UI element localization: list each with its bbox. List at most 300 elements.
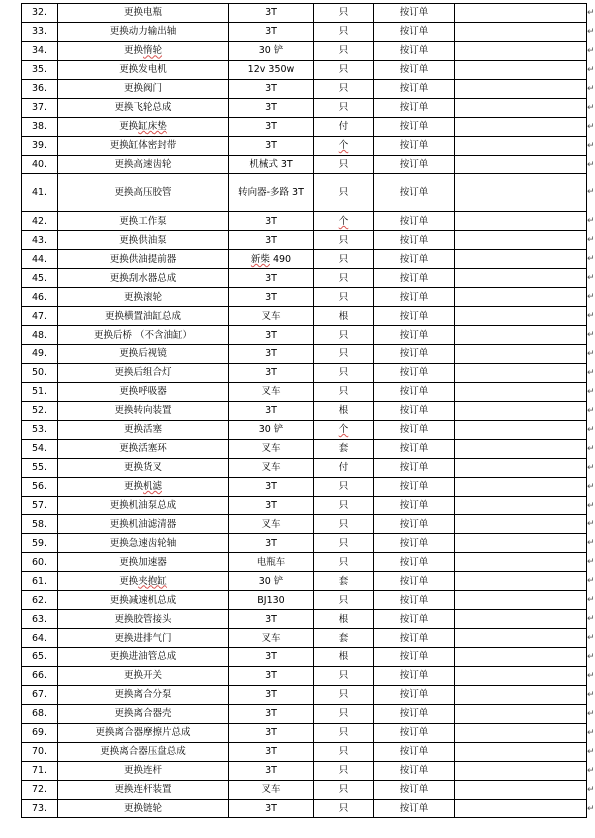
cell-number: 69. [22, 723, 58, 742]
cell-number: 47. [22, 307, 58, 326]
paragraph-mark-icon: ↵ [587, 367, 595, 378]
cell-note [455, 363, 587, 382]
cell-unit: 只 [314, 742, 374, 761]
cell-spec: 30 铲 [229, 420, 314, 439]
table-row [22, 742, 587, 761]
cell-price: 按订单 [374, 420, 455, 439]
cell-note [455, 117, 587, 136]
cell-note [455, 761, 587, 780]
cell-note [455, 553, 587, 572]
cell-note [455, 250, 587, 269]
table-row [22, 610, 587, 629]
cell-note [455, 307, 587, 326]
cell-number: 51. [22, 382, 58, 401]
cell-spec: 3T [229, 704, 314, 723]
paragraph-mark-icon: ↵ [587, 329, 595, 340]
table-row [22, 401, 587, 420]
table-row [22, 22, 587, 41]
table-row [22, 117, 587, 136]
cell-spec: 叉车 [229, 780, 314, 799]
table-row [22, 41, 587, 60]
cell-number: 49. [22, 345, 58, 364]
paragraph-mark-icon: ↵ [587, 102, 595, 113]
cell-price: 按订单 [374, 704, 455, 723]
cell-item: 更换机油滤清器 [58, 515, 229, 534]
cell-spec: BJ130 [229, 591, 314, 610]
cell-item: 更换供油泵 [58, 231, 229, 250]
cell-unit: 只 [314, 98, 374, 117]
cell-note [455, 401, 587, 420]
cell-note [455, 496, 587, 515]
cell-item: 更换转向装置 [58, 401, 229, 420]
paragraph-mark-icon: ↵ [587, 765, 595, 776]
cell-unit: 只 [314, 326, 374, 345]
cell-item: 更换后桥 （不含油缸） [58, 326, 229, 345]
cell-note [455, 382, 587, 401]
cell-item: 更换急速齿轮轴 [58, 534, 229, 553]
cell-price: 按订单 [374, 477, 455, 496]
cell-note [455, 212, 587, 231]
cell-number: 37. [22, 98, 58, 117]
paragraph-mark-icon: ↵ [587, 121, 595, 132]
cell-unit: 只 [314, 723, 374, 742]
cell-price: 按订单 [374, 685, 455, 704]
cell-unit: 只 [314, 761, 374, 780]
cell-unit: 只 [314, 4, 374, 23]
table-row [22, 136, 587, 155]
paragraph-mark-icon: ↵ [587, 386, 595, 397]
cell-unit: 只 [314, 363, 374, 382]
paragraph-mark-icon: ↵ [587, 575, 595, 586]
cell-item: 更换胶管接头 [58, 610, 229, 629]
cell-item: 更换飞轮总成 [58, 98, 229, 117]
table-row [22, 363, 587, 382]
table-row [22, 799, 587, 818]
cell-number: 40. [22, 155, 58, 174]
cell-number: 34. [22, 41, 58, 60]
cell-spec: 3T [229, 496, 314, 515]
cell-item: 更换夹抱缸 [58, 572, 229, 591]
cell-number: 48. [22, 326, 58, 345]
cell-price: 按订单 [374, 572, 455, 591]
cell-price: 按订单 [374, 761, 455, 780]
cell-number: 53. [22, 420, 58, 439]
cell-note [455, 420, 587, 439]
cell-item: 更换减速机总成 [58, 591, 229, 610]
paragraph-mark-icon: ↵ [587, 234, 595, 245]
cell-item: 更换离合器壳 [58, 704, 229, 723]
cell-item: 更换活塞环 [58, 439, 229, 458]
cell-spec: 3T [229, 610, 314, 629]
table-row [22, 666, 587, 685]
cell-price: 按订单 [374, 22, 455, 41]
cell-number: 52. [22, 401, 58, 420]
paragraph-mark-icon: ↵ [587, 64, 595, 75]
cell-price: 按订单 [374, 401, 455, 420]
cell-unit: 只 [314, 477, 374, 496]
table-row [22, 79, 587, 98]
cell-item: 更换动力输出轴 [58, 22, 229, 41]
paragraph-mark-icon: ↵ [587, 689, 595, 700]
cell-unit: 只 [314, 288, 374, 307]
cell-price: 按订单 [374, 799, 455, 818]
cell-number: 56. [22, 477, 58, 496]
cell-unit: 只 [314, 799, 374, 818]
cell-note [455, 98, 587, 117]
cell-note [455, 231, 587, 250]
cell-number: 57. [22, 496, 58, 515]
paragraph-mark-icon: ↵ [587, 462, 595, 473]
table-row [22, 553, 587, 572]
cell-spec: 30 铲 [229, 572, 314, 591]
cell-spec: 3T [229, 136, 314, 155]
cell-price: 按订单 [374, 4, 455, 23]
cell-number: 67. [22, 685, 58, 704]
cell-item: 更换货叉 [58, 458, 229, 477]
cell-unit: 只 [314, 269, 374, 288]
paragraph-mark-icon: ↵ [587, 500, 595, 511]
cell-price: 按订单 [374, 155, 455, 174]
cell-unit: 根 [314, 307, 374, 326]
cell-item: 更换进排气门 [58, 629, 229, 648]
cell-spec: 3T [229, 212, 314, 231]
cell-note [455, 439, 587, 458]
cell-spec: 3T [229, 363, 314, 382]
cell-unit: 只 [314, 155, 374, 174]
cell-note [455, 60, 587, 79]
cell-note [455, 780, 587, 799]
table-row [22, 534, 587, 553]
cell-unit: 只 [314, 515, 374, 534]
table-row [22, 326, 587, 345]
cell-note [455, 742, 587, 761]
cell-number: 71. [22, 761, 58, 780]
cell-price: 按订单 [374, 382, 455, 401]
paragraph-mark-icon: ↵ [587, 187, 595, 197]
cell-note [455, 648, 587, 667]
cell-price: 按订单 [374, 553, 455, 572]
cell-price: 按订单 [374, 98, 455, 117]
paragraph-mark-icon: ↵ [587, 215, 595, 226]
cell-note [455, 799, 587, 818]
paragraph-mark-icon: ↵ [587, 159, 595, 170]
cell-number: 60. [22, 553, 58, 572]
paragraph-mark-icon: ↵ [587, 7, 595, 18]
cell-note [455, 723, 587, 742]
table-row [22, 648, 587, 667]
cell-number: 66. [22, 666, 58, 685]
cell-spec: 3T [229, 666, 314, 685]
paragraph-mark-icon: ↵ [587, 803, 595, 814]
cell-unit: 根 [314, 401, 374, 420]
table-row [22, 477, 587, 496]
cell-item: 更换机油泵总成 [58, 496, 229, 515]
paragraph-mark-icon: ↵ [587, 537, 595, 548]
cell-number: 36. [22, 79, 58, 98]
cell-unit: 套 [314, 629, 374, 648]
paragraph-mark-icon: ↵ [587, 481, 595, 492]
cell-spec: 3T [229, 723, 314, 742]
cell-spec: 3T [229, 231, 314, 250]
cell-price: 按订单 [374, 666, 455, 685]
cell-number: 65. [22, 648, 58, 667]
cell-unit: 只 [314, 780, 374, 799]
cell-unit: 只 [314, 382, 374, 401]
cell-price: 按订单 [374, 231, 455, 250]
cell-note [455, 515, 587, 534]
cell-unit: 套 [314, 439, 374, 458]
cell-spec: 3T [229, 117, 314, 136]
cell-unit: 个 [314, 136, 374, 155]
table-row [22, 212, 587, 231]
table-row [22, 572, 587, 591]
cell-unit: 只 [314, 250, 374, 269]
cell-price: 按订单 [374, 250, 455, 269]
cell-unit: 只 [314, 79, 374, 98]
cell-item: 更换刮水器总成 [58, 269, 229, 288]
cell-item: 更换工作泵 [58, 212, 229, 231]
cell-unit: 只 [314, 345, 374, 364]
paragraph-mark-icon: ↵ [587, 140, 595, 151]
paragraph-mark-icon: ↵ [587, 443, 595, 454]
cell-spec: 3T [229, 477, 314, 496]
cell-spec: 3T [229, 761, 314, 780]
cell-spec: 3T [229, 648, 314, 667]
cell-item: 更换连杆装置 [58, 780, 229, 799]
cell-spec: 叉车 [229, 515, 314, 534]
paragraph-mark-icon: ↵ [587, 45, 595, 56]
cell-unit: 根 [314, 648, 374, 667]
cell-spec: 3T [229, 799, 314, 818]
cell-note [455, 269, 587, 288]
cell-number: 41. [22, 174, 58, 212]
cell-number: 61. [22, 572, 58, 591]
cell-note [455, 572, 587, 591]
cell-price: 按订单 [374, 212, 455, 231]
cell-item: 更换发电机 [58, 60, 229, 79]
cell-price: 按订单 [374, 780, 455, 799]
cell-number: 70. [22, 742, 58, 761]
cell-note [455, 685, 587, 704]
cell-number: 43. [22, 231, 58, 250]
paragraph-mark-icon: ↵ [587, 518, 595, 529]
table-row [22, 231, 587, 250]
cell-unit: 只 [314, 704, 374, 723]
cell-item: 更换活塞 [58, 420, 229, 439]
cell-price: 按订单 [374, 117, 455, 136]
cell-number: 50. [22, 363, 58, 382]
cell-note [455, 22, 587, 41]
cell-number: 33. [22, 22, 58, 41]
cell-note [455, 458, 587, 477]
cell-spec: 叉车 [229, 629, 314, 648]
paragraph-mark-icon: ↵ [587, 556, 595, 567]
cell-price: 按订单 [374, 534, 455, 553]
cell-unit: 套 [314, 572, 374, 591]
cell-price: 按订单 [374, 629, 455, 648]
cell-price: 按订单 [374, 363, 455, 382]
cell-number: 62. [22, 591, 58, 610]
table-row [22, 155, 587, 174]
cell-note [455, 610, 587, 629]
cell-price: 按订单 [374, 288, 455, 307]
cell-item: 更换缸体密封带 [58, 136, 229, 155]
cell-spec: 机械式 3T [229, 155, 314, 174]
cell-unit: 根 [314, 610, 374, 629]
cell-price: 按订单 [374, 723, 455, 742]
cell-unit: 付 [314, 117, 374, 136]
cell-spec: 3T [229, 98, 314, 117]
cell-spec: 叉车 [229, 382, 314, 401]
cell-item: 更换离合器摩擦片总成 [58, 723, 229, 742]
cell-item: 更换连杆 [58, 761, 229, 780]
table-row [22, 269, 587, 288]
paragraph-mark-icon: ↵ [587, 784, 595, 795]
cell-number: 39. [22, 136, 58, 155]
cell-unit: 只 [314, 666, 374, 685]
cell-spec: 3T [229, 22, 314, 41]
cell-note [455, 534, 587, 553]
cell-item: 更换呼吸器 [58, 382, 229, 401]
cell-item: 更换惰轮 [58, 41, 229, 60]
cell-spec: 3T [229, 326, 314, 345]
cell-note [455, 288, 587, 307]
table-row [22, 780, 587, 799]
table-row [22, 382, 587, 401]
table-row [22, 591, 587, 610]
table-row [22, 250, 587, 269]
cell-unit: 付 [314, 458, 374, 477]
cell-unit: 只 [314, 496, 374, 515]
table-row [22, 515, 587, 534]
cell-note [455, 174, 587, 212]
cell-item: 更换阀门 [58, 79, 229, 98]
table-row [22, 307, 587, 326]
cell-number: 72. [22, 780, 58, 799]
cell-item: 更换电瓶 [58, 4, 229, 23]
paragraph-mark-icon: ↵ [587, 26, 595, 37]
cell-unit: 只 [314, 22, 374, 41]
cell-number: 73. [22, 799, 58, 818]
cell-spec: 电瓶车 [229, 553, 314, 572]
cell-number: 32. [22, 4, 58, 23]
table-row [22, 439, 587, 458]
cell-spec: 3T [229, 288, 314, 307]
paragraph-mark-icon: ↵ [587, 424, 595, 435]
table-row [22, 685, 587, 704]
cell-spec: 12v 350w [229, 60, 314, 79]
cell-price: 按订单 [374, 742, 455, 761]
repair-price-table [21, 3, 587, 818]
cell-price: 按订单 [374, 79, 455, 98]
table-row [22, 420, 587, 439]
paragraph-mark-icon: ↵ [587, 405, 595, 416]
paragraph-mark-icon: ↵ [587, 727, 595, 738]
cell-number: 35. [22, 60, 58, 79]
cell-number: 58. [22, 515, 58, 534]
cell-number: 44. [22, 250, 58, 269]
table-row [22, 723, 587, 742]
cell-price: 按订单 [374, 136, 455, 155]
cell-item: 更换滚轮 [58, 288, 229, 307]
cell-spec: 转向器-多路 3T [229, 174, 314, 212]
cell-unit: 个 [314, 212, 374, 231]
cell-unit: 个 [314, 420, 374, 439]
paragraph-mark-icon: ↵ [587, 253, 595, 264]
cell-spec: 3T [229, 534, 314, 553]
paragraph-mark-icon: ↵ [587, 594, 595, 605]
cell-note [455, 79, 587, 98]
cell-number: 55. [22, 458, 58, 477]
cell-price: 按订单 [374, 345, 455, 364]
cell-spec: 叉车 [229, 458, 314, 477]
cell-spec: 3T [229, 269, 314, 288]
table-body [22, 4, 587, 818]
paragraph-mark-icon: ↵ [587, 83, 595, 94]
cell-item: 更换离合器压盘总成 [58, 742, 229, 761]
cell-price: 按订单 [374, 326, 455, 345]
cell-spec: 3T [229, 4, 314, 23]
cell-item: 更换加速器 [58, 553, 229, 572]
table-row [22, 629, 587, 648]
cell-spec: 3T [229, 742, 314, 761]
cell-price: 按订单 [374, 60, 455, 79]
table-row [22, 345, 587, 364]
table-row [22, 458, 587, 477]
cell-price: 按订单 [374, 458, 455, 477]
cell-note [455, 704, 587, 723]
cell-item: 更换离合分泵 [58, 685, 229, 704]
cell-note [455, 4, 587, 23]
cell-price: 按订单 [374, 269, 455, 288]
paragraph-mark-icon: ↵ [587, 708, 595, 719]
cell-number: 45. [22, 269, 58, 288]
table-row [22, 496, 587, 515]
cell-note [455, 666, 587, 685]
cell-item: 更换进油管总成 [58, 648, 229, 667]
cell-price: 按订单 [374, 591, 455, 610]
cell-number: 54. [22, 439, 58, 458]
table-row [22, 60, 587, 79]
cell-spec: 3T [229, 401, 314, 420]
cell-unit: 只 [314, 231, 374, 250]
cell-unit: 只 [314, 174, 374, 212]
paragraph-mark-icon: ↵ [587, 746, 595, 757]
cell-unit: 只 [314, 534, 374, 553]
cell-item: 更换高速齿轮 [58, 155, 229, 174]
cell-spec: 3T [229, 685, 314, 704]
cell-price: 按订单 [374, 41, 455, 60]
cell-unit: 只 [314, 685, 374, 704]
cell-item: 更换缸床垫 [58, 117, 229, 136]
cell-price: 按订单 [374, 174, 455, 212]
cell-price: 按订单 [374, 496, 455, 515]
cell-item: 更换机滤 [58, 477, 229, 496]
cell-price: 按订单 [374, 439, 455, 458]
cell-spec: 叉车 [229, 439, 314, 458]
paragraph-mark-icon: ↵ [587, 632, 595, 643]
cell-item: 更换供油提前器 [58, 250, 229, 269]
cell-number: 38. [22, 117, 58, 136]
cell-item: 更换后视镜 [58, 345, 229, 364]
paragraph-mark-icon: ↵ [587, 310, 595, 321]
cell-price: 按订单 [374, 610, 455, 629]
cell-number: 59. [22, 534, 58, 553]
cell-unit: 只 [314, 553, 374, 572]
cell-note [455, 41, 587, 60]
paragraph-mark-icon: ↵ [587, 348, 595, 359]
cell-item: 更换链轮 [58, 799, 229, 818]
